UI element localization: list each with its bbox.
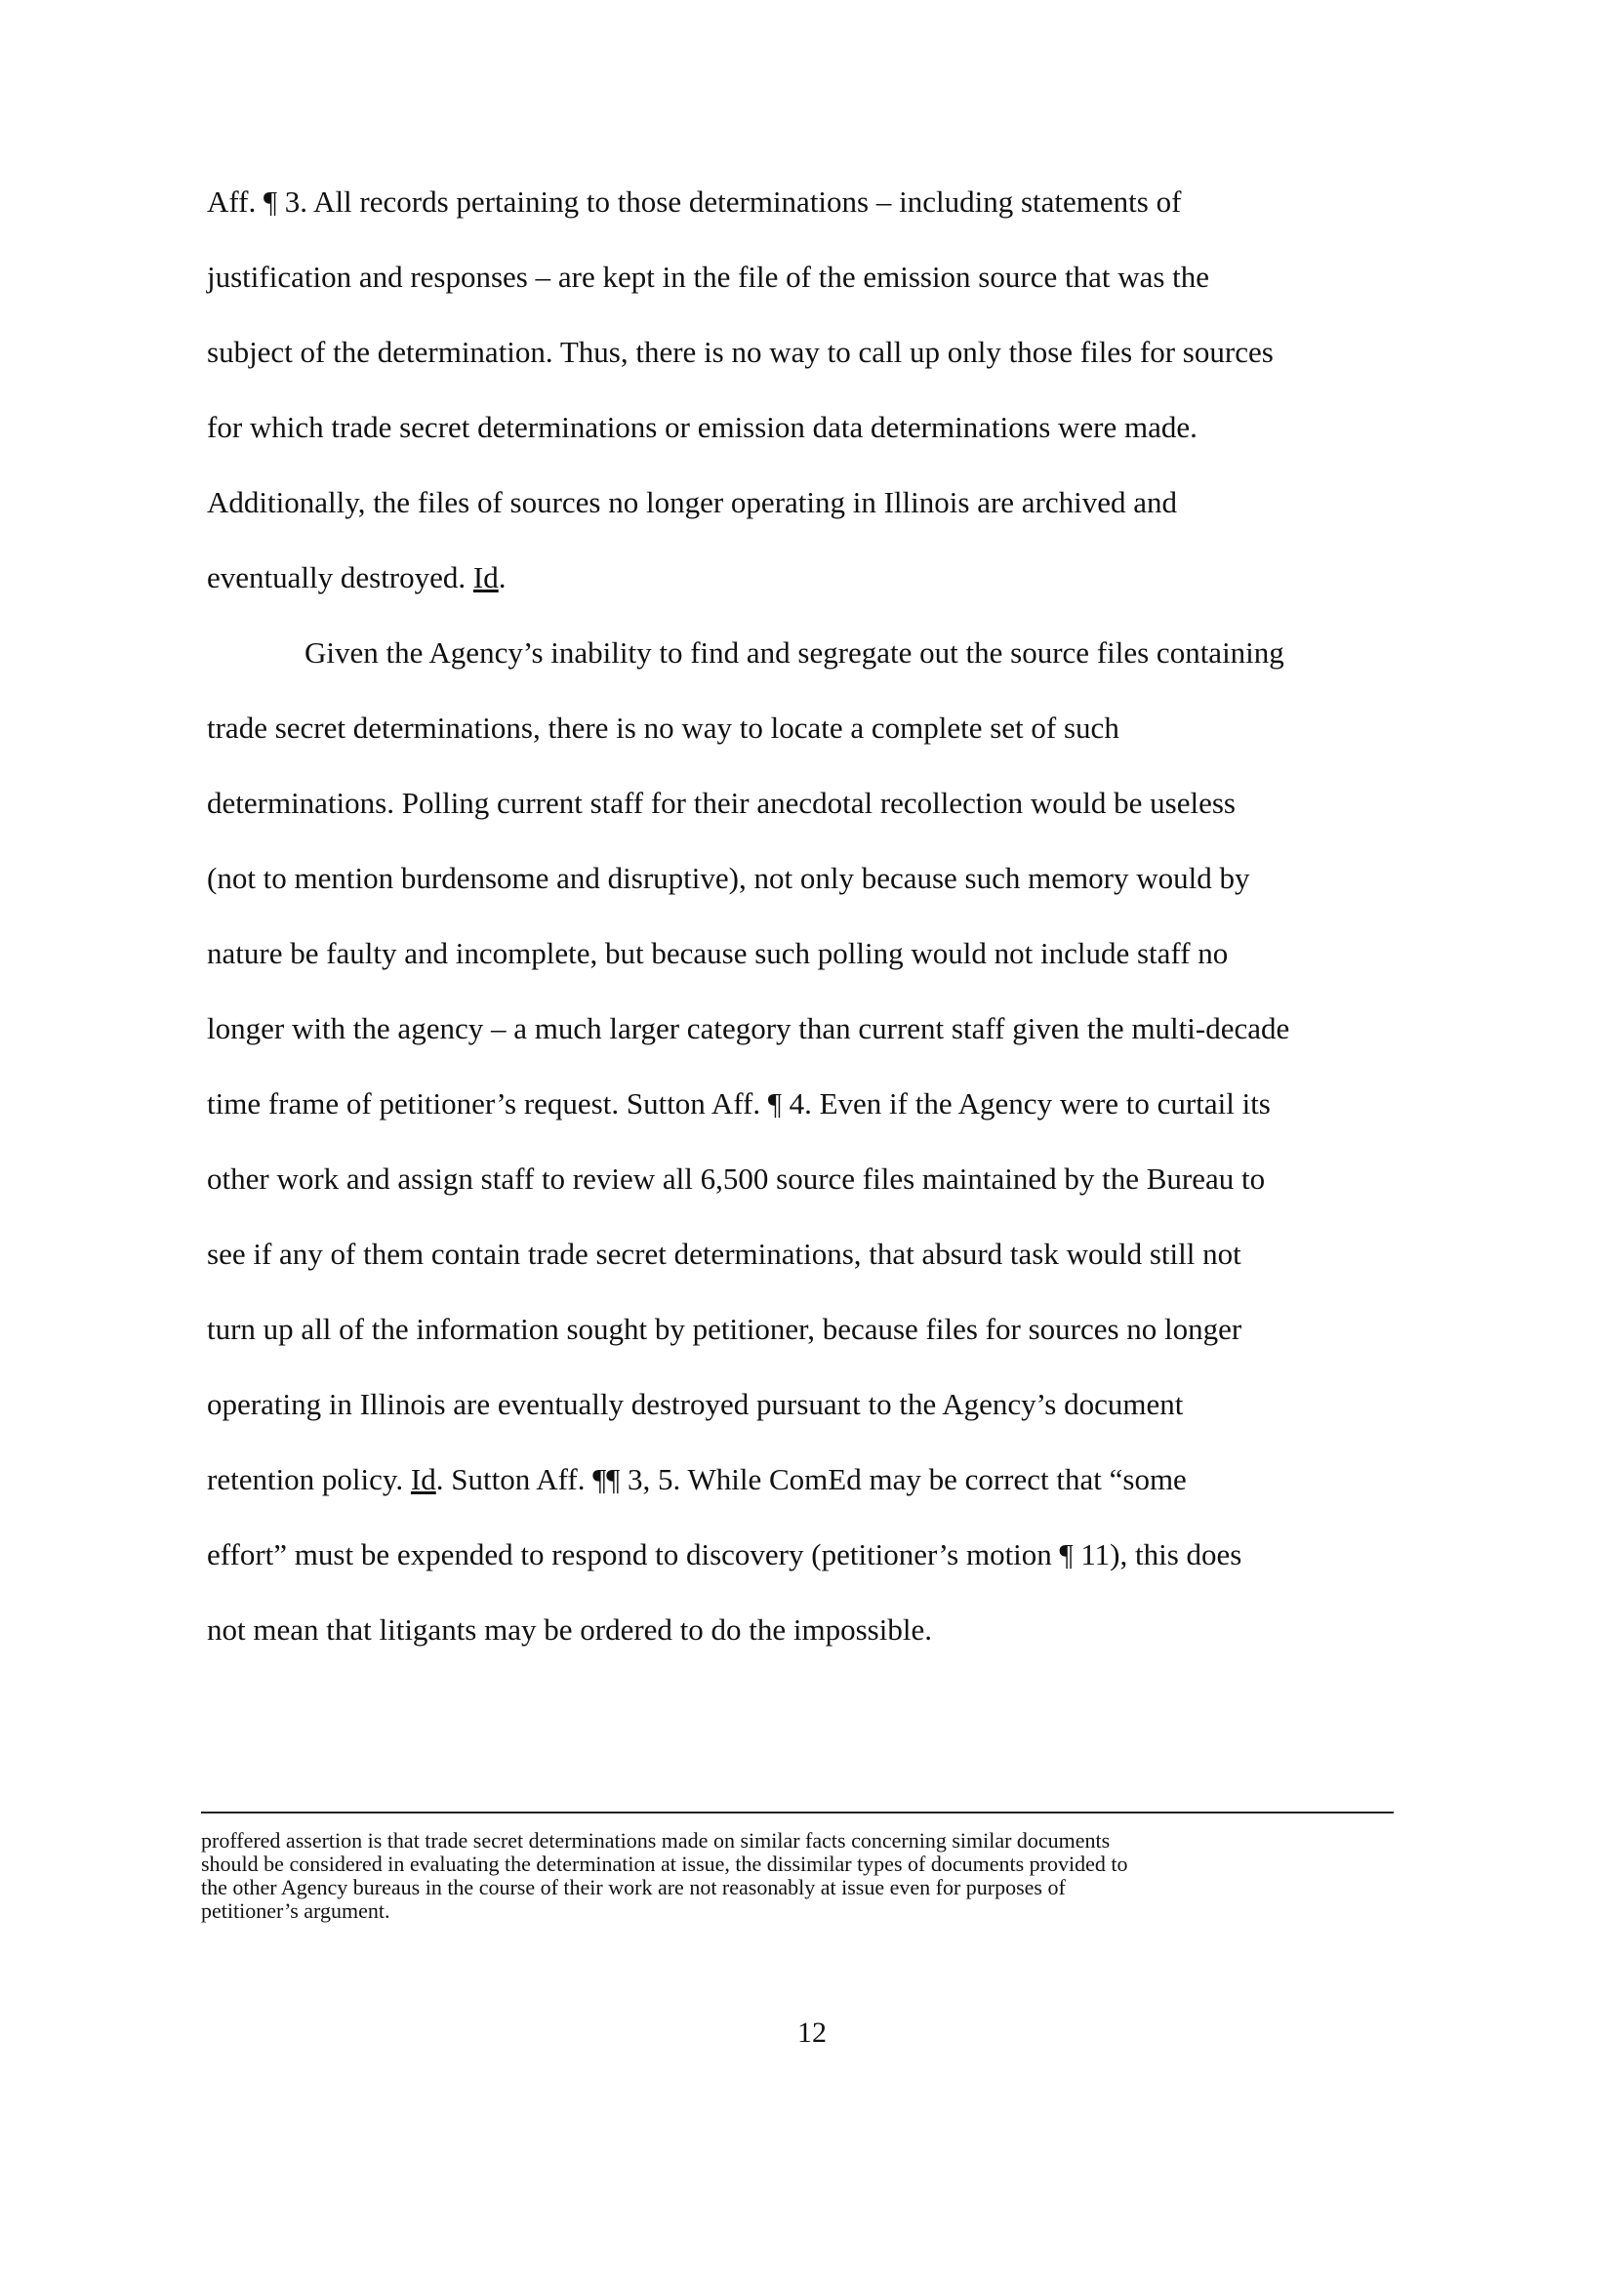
text-line: subject of the determination. Thus, there is no way to call up only those files for sources xyxy=(207,335,1274,369)
page-number: 12 xyxy=(797,2017,827,2049)
footnote-line: proffered assertion is that trade secret determinations made on similar facts concerning similar documents xyxy=(201,1828,1111,1853)
text-line: longer with the agency – a much larger category than current staff given the multi-decade xyxy=(207,1011,1290,1045)
text-segment: retention policy. xyxy=(207,1462,411,1496)
footnote-line: should be considered in evaluating the determination at issue, the dissimilar types of documents provided to xyxy=(201,1852,1128,1876)
citation-id: Id xyxy=(472,560,499,594)
citation-id: Id xyxy=(410,1462,436,1496)
text-segment: . Sutton Aff. ¶¶ 3, 5. While ComEd may be correct that “some xyxy=(435,1462,1187,1496)
text-line: see if any of them contain trade secret determinations, that absurd task would still not xyxy=(207,1237,1241,1271)
text-line: determinations. Polling current staff for their anecdotal recollection would be useless xyxy=(207,786,1236,820)
text-line: turn up all of the information sought by petitioner, because files for sources no longer xyxy=(207,1312,1242,1346)
text-line: time frame of petitioner’s request. Sutton Aff. ¶ 4. Even if the Agency were to curtail its xyxy=(207,1086,1271,1121)
text-line: Aff. ¶ 3. All records pertaining to those determinations – including statements of xyxy=(207,184,1182,219)
text-line: nature be faulty and incomplete, but because such polling would not include staff no xyxy=(207,936,1229,970)
text-line: trade secret determinations, there is no way to locate a complete set of such xyxy=(207,711,1119,745)
text-line: not mean that litigants may be ordered to do the impossible. xyxy=(207,1612,932,1647)
footnote-divider xyxy=(201,1812,1394,1813)
text-segment: eventually destroyed. xyxy=(207,560,473,594)
text-line: (not to mention burdensome and disruptive), not only because such memory would by xyxy=(207,861,1250,895)
text-line: justification and responses – are kept in the file of the emission source that was the xyxy=(207,260,1210,294)
text-segment: . xyxy=(498,560,507,594)
text-line: Given the Agency’s inability to find and segregate out the source files containing xyxy=(304,635,1284,670)
text-line-with-citation xyxy=(207,540,1390,615)
text-line: for which trade secret determinations or emission data determinations were made. xyxy=(207,410,1198,444)
text-line: other work and assign staff to review all 6,500 source files maintained by the Bureau to xyxy=(207,1161,1266,1196)
paragraph-agency-inability xyxy=(207,615,1390,1667)
text-line: effort” must be expended to respond to discovery (petitioner’s motion ¶ 11), this does xyxy=(207,1537,1242,1571)
footnote-line: petitioner’s argument. xyxy=(201,1898,390,1923)
footnote-line: the other Agency bureaus in the course of their work are not reasonably at issue even for purposes of xyxy=(201,1875,1066,1899)
text-line: operating in Illinois are eventually destroyed pursuant to the Agency’s document xyxy=(207,1387,1184,1421)
text-line-with-citation xyxy=(207,1442,1390,1517)
text-line: Additionally, the files of sources no longer operating in Illinois are archived and xyxy=(207,485,1178,519)
footnote-continuation xyxy=(201,1829,1394,1923)
paragraph-continuation xyxy=(207,164,1390,615)
